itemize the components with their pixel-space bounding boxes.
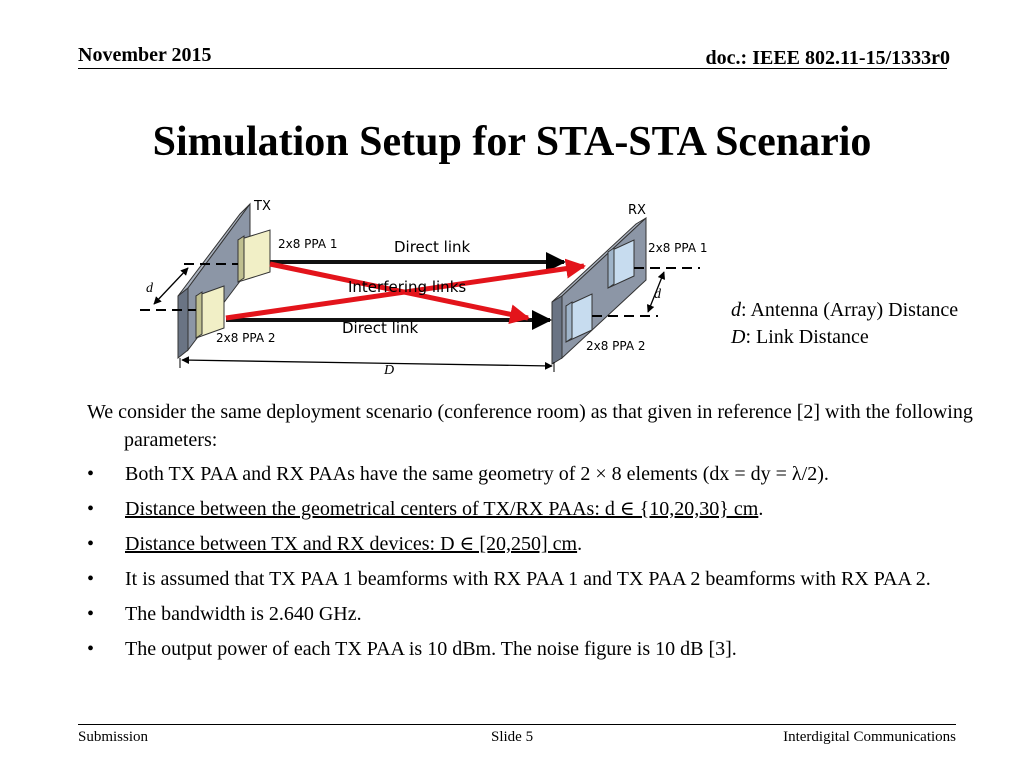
direct-link-top-label: Direct link xyxy=(394,238,471,256)
list-item: • The bandwidth is 2.640 GHz. xyxy=(87,603,362,625)
footer-company: Interdigital Communications xyxy=(783,729,956,745)
footer-submission: Submission xyxy=(78,729,149,745)
d-right-label: d xyxy=(654,287,661,302)
parameter-list xyxy=(87,460,947,670)
intro-paragraph: We consider the same deployment scenario (conference room) as that given in reference [2] with the following parameters: xyxy=(87,401,973,451)
tx-ppa1-label: 2x8 PPA 1 xyxy=(278,237,338,251)
slide-title: Simulation Setup for STA-STA Scenario xyxy=(152,119,872,165)
interfering-links-label: Interfering links xyxy=(348,278,467,296)
tx-ppa2-label: 2x8 PPA 2 xyxy=(216,331,276,345)
D-arrow xyxy=(182,360,552,366)
rx-ppa2-label: 2x8 PPA 2 xyxy=(586,339,646,353)
sta-sta-diagram xyxy=(130,192,730,382)
list-item: • The output power of each TX PAA is 10 dBm. The noise figure is 10 dB [3]. xyxy=(87,638,737,660)
rx-ppa1-label: 2x8 PPA 1 xyxy=(648,241,708,255)
footer-slide-number: Slide 5 xyxy=(491,729,534,745)
footer-divider xyxy=(78,724,956,725)
header-doc-id: doc.: IEEE 802.11-15/1333r0 xyxy=(705,47,950,69)
D-label: D xyxy=(384,363,395,378)
list-item: • Distance between TX and RX devices: D ∈ [20,250] cm. xyxy=(87,533,583,555)
diagram-legend xyxy=(731,297,958,351)
list-item: • Distance between the geometrical centers of TX/RX PAAs: d ∈ {10,20,30} cm. xyxy=(87,498,764,520)
list-item: • It is assumed that TX PAA 1 beamforms with RX PAA 1 and TX PAA 2 beamforms with RX PAA 2. xyxy=(87,568,931,590)
tx-label: TX xyxy=(254,199,271,214)
direct-link-bottom-label: Direct link xyxy=(342,319,419,337)
d-left-label: d xyxy=(146,281,153,296)
rx-label: RX xyxy=(628,203,646,218)
legend-line-d: d: Antenna (Array) Distance xyxy=(731,299,959,321)
header-date: November 2015 xyxy=(78,44,212,66)
legend-line-D: D: Link Distance xyxy=(731,326,869,348)
list-item: • Both TX PAA and RX PAAs have the same geometry of 2 × 8 elements (dx = dy = λ/2). xyxy=(87,463,829,485)
header-divider xyxy=(78,68,947,69)
